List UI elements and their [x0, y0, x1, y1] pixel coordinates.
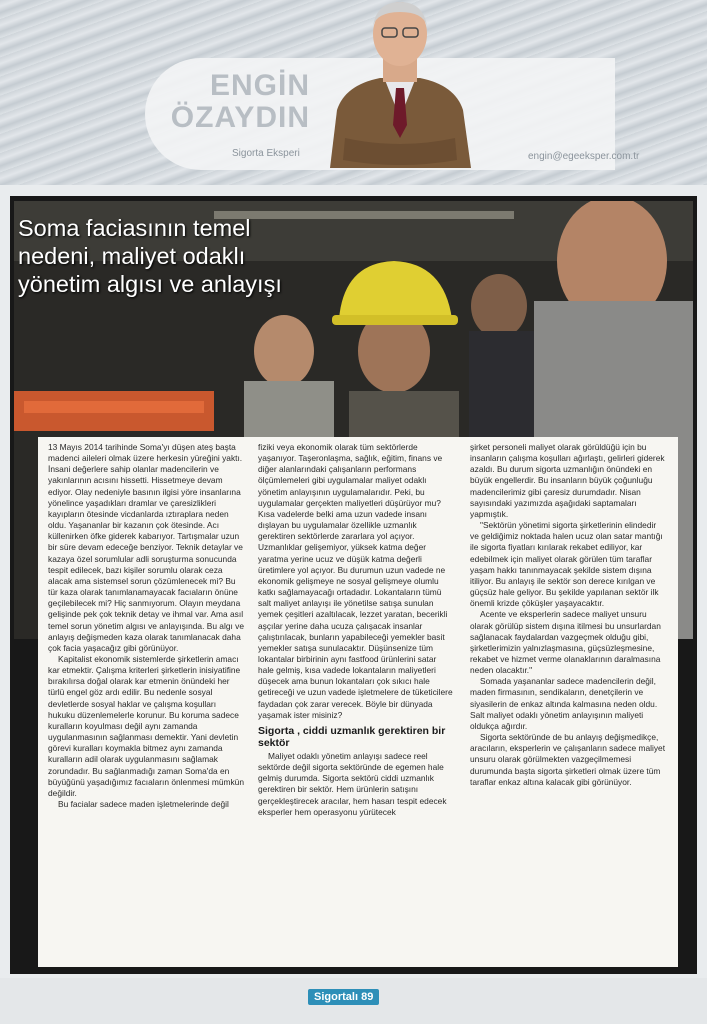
- subheading: Sigorta , ciddi uzmanlık gerektiren bir sektör: [258, 724, 446, 749]
- author-last-name: ÖZAYDIN: [170, 101, 310, 134]
- paragraph: Kapitalist ekonomik sistemlerde şirketlerin amacı kar etmektir. Çalışma kriterleri şirketlerin inisiyatifine bırakılırsa doğal olarak kar etmenin önündeki her türlü engel göz ardı edilir. Bu nedenle sosyal devletlerde sosyal haklar ve çalışma koşulları hukuku düzenlemelerle korunur. Bu koruma sadece kuralların koyulması değil aynı zamanda uygulanmasının sağlanması demektir. Yani devletin görevi kuralları koymakla bitmez aynı zamanda kuralların adil olarak uygulanmasını sağlamak zorundadır. Bu sağlanmadığı zaman Soma'da en büyüğünü yaşadığımız facıaların önlenmesi mümkün değildir.: [48, 653, 244, 798]
- paragraph: Bu facialar sadece maden işletmelerinde değil: [58, 799, 229, 809]
- article-column-1: [48, 442, 244, 810]
- author-name: [160, 70, 310, 134]
- paragraph: Sigorta sektöründe de bu anlayış değişmedikçe, aracıların, eksperlerin ve çalışanların sadece maliyet unsuru olarak görülmekten vazgeçilmemesi durumunda başta sigorta şirketleri olmak üzere tüm taraflar enkaz altına kalacak gibi görünüyor.: [470, 732, 666, 787]
- headline-line-2: nedeni, maliyet odaklı: [18, 243, 246, 269]
- article-headline: [18, 214, 358, 298]
- paragraph: Somada yaşananlar sadece madencilerin değil, maden firmasının, sendikaların, denetçilerin ve siyasilerin de enkaz altında kalmasına neden oldu. Salt maliyet odaklı yönetim anlayışının maliyeti oldukça ağırdır.: [470, 676, 658, 731]
- paragraph: "Sektörün yönetimi sigorta şirketlerinin elindedir ve geldiğimiz noktada halen ucuz olan satar mantığı ile sigorta fiyatları kırılarak rekabet ediliyor, kar edebilmek için maliyet olarak görülen tüm taraflar yaşam hakkı tanınmayacak şekilde sistem dışına itiliyor. Bu anlayış ile sektör son derece kırılgan ve güçsüz hale geliyor. Bu şekilde yapılanan sektör ilk önemli krizde çöküşler yaşayacaktır.: [470, 520, 663, 609]
- author-header: [0, 0, 707, 185]
- paragraph: 13 Mayıs 2014 tarihinde Soma'yı düşen ateş başta madenci aileleri olmak üzere herkesin yüreğini yaktı. İnsani değerlere sahip olanlar madencilerin ve yakınlarının acısını hissetti. Hissetmeye devam ediyor. Olay nedeniyle basının ilgisi yöre insanlarına yönelince yaşadıkları dramlar ve çaresizlikleri kayıpların ötesinde vicdanlarda ıztıraplara neden oldu. Yaşananlar bir kazanın çok ötesinde. Acı küllenirken öfke giderek kabarıyor. Tartışmalar uzun bir süre devam edeceğe benziyor. Teknik detaylar ve kazaya özel sorumlular adli soruşturma sonucunda tespit edilecek, bazı kişiler sorumlu olarak ceza alacak ama sistemsel sorun çözümlenecek mi? Bu tür kaza olarak tanımlanamayacak facıaların önüne geçilebilecek mi? Hiç sanmıyorum. Olayın meydana gelişinde pek çok teknik detay ve ihmal var. Ama asıl temel sorun yönetim algısı ve anlayışında. Bu algı ve anlayış değişmeden kaza olarak tanımlanacak daha çok facia yaşacağız gibi görünüyor.: [48, 442, 244, 653]
- headline-line-1: Soma faciasının temel: [18, 215, 251, 241]
- author-email: engin@egeeksper.com.tr: [528, 151, 640, 162]
- magazine-name: Sigortalı: [314, 991, 359, 1003]
- paragraph: şirket personeli maliyet olarak görüldüğü için bu insanların çalışma koşulları ağırlaştı, gelirleri giderek azaldı. Bu durum sigorta uzmanlığın önündeki en büyük engellerdir. Bu insanların büyük çoğunluğu madencilerimiz gibi çaresiz durumdadır. Nisan sayısındaki yazımızda aşağıdaki saptamaları yapmıştık.: [470, 442, 665, 519]
- paragraph: Acente ve eksperlerin sadece maliyet unsuru olarak görülüp sistem dışına itilmesi bu unsurlardan sağlanacak faydalardan vazgeçmek olduğu gibi, şirketlerimizin yalnızlaşmasına, güçsüzleşmesine, rekabet ve hizmet verme olanaklarının daralmasına neden olacaktır.": [470, 609, 661, 676]
- page-number: 89: [361, 991, 374, 1003]
- author-portrait: [325, 0, 475, 168]
- article-column-2: [258, 442, 454, 818]
- paragraph: fiziki veya ekonomik olarak tüm sektörlerde yaşanıyor. Taşeronlaşma, sağlık, eğitim, finans ve diğer alanlarındaki çalışanların performans ölçümlemeleri gibi uygulamalar maliyet odaklı yönetim anlayışının uygulamalarıdır. Peki, bu uygulamalar gerçekten maliyetleri düşürüyor mu? Kısa vadelerde belki ama uzun vadede insanı dışlayan bu uygulamalar özellikle uzmanlık gerektiren sektörlerde zararlara yol açıyor. Uzmanlıklar gelişemiyor, yüksek katma değer yaratma yerine ucuz ve düşük katma değerli üretimlere yol açıyor. Bu durumun uzun vadede ne ekonomik gelişmeye ne sosyal gelişmeye olumlu katkı sağlamayacağı ortadadır. Lokantaların tümü salt maliyet anlayışı ile yönetilse satışa sunulan yemek çeşitleri azaltılacak, lezzet yaratan, becerikli aşçılar yerine daha ucuza çalışacak insanlar çalıştırılacak, bunların yapabileceği yemekler basit yemekler satışa sunulacaktır. Düşünsenize tüm lokantalar birbirinin aynı fastfood ürünlerini satar hale gelmiş, kısa vadede lokantaların maliyetleri düşecek ama bunun lokantaları çok sıkıcı hale getireceği ve uzun vadede işletmelere de tüketicilere faydadan çok zarar verecek. Böyle bir dünyada yaşamak ister misiniz?: [258, 442, 453, 720]
- magazine-logo: [308, 989, 379, 1005]
- paragraph: Maliyet odaklı yönetim anlayışı sadece reel sektörde değil sigorta sektöründe de egemen hale gelmiş durumda. Sigorta sektörü ciddi uzmanlık gerektiren bir sektör. Hem ürünlerin satışını gerçekleştirecek aracılar, hem hasarı tespit edecek eksperler hem operasyonu yürütecek: [258, 750, 447, 817]
- author-role: Sigorta Eksperi: [232, 148, 300, 159]
- article-column-3: [470, 442, 666, 788]
- author-first-name: ENGİN: [209, 69, 310, 102]
- headline-line-3: yönetim algısı ve anlayışı: [18, 271, 282, 297]
